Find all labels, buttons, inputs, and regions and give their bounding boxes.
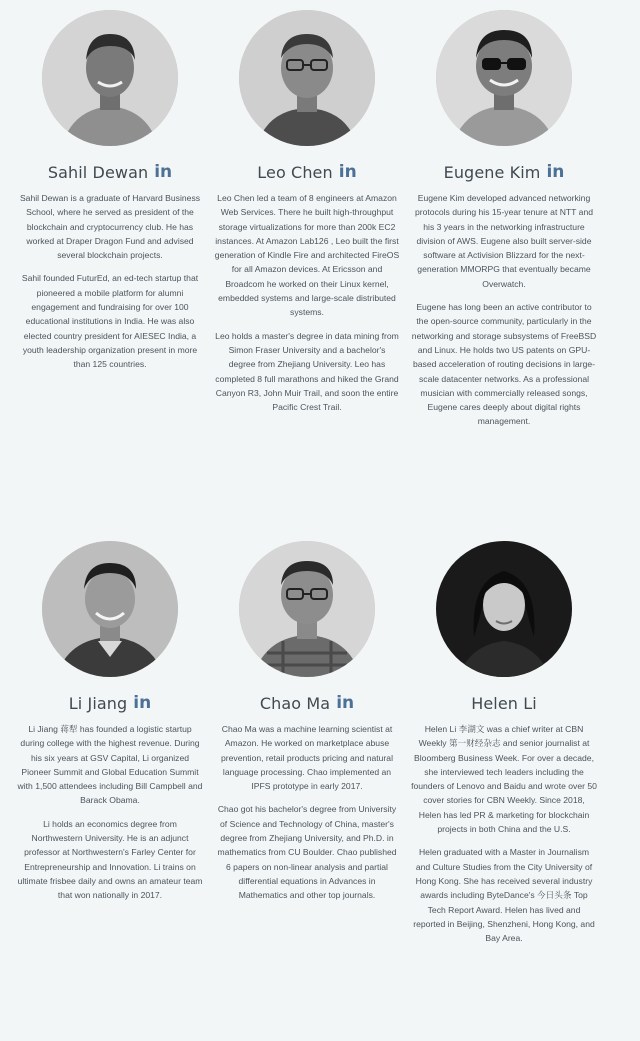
team-member-card-helen-li <box>409 541 599 954</box>
name-row <box>212 691 402 715</box>
name-row <box>409 691 599 715</box>
member-bio <box>212 722 402 903</box>
linkedin-icon[interactable]: in <box>546 161 565 182</box>
member-bio <box>409 722 599 945</box>
portrait-photo <box>42 10 178 146</box>
linkedin-icon[interactable]: in <box>336 692 355 713</box>
bio-paragraph: Eugene has long been an active contributor to the open-source community, particularly in the networking and storage subsystems of FreeBSD and Linux. He holds two US patents on GPU-based acceleration of routing decisions in large-scale datacenter networks. As a professional musician with commercially released songs, Eugene cares deeply about digital rights management. <box>411 302 597 427</box>
portrait-photo <box>436 10 572 146</box>
member-bio <box>212 191 402 414</box>
name-row <box>212 160 402 184</box>
bio-paragraph: Leo Chen led a team of 8 engineers at Amazon Web Services. There he built high-throughput storage virtualizations for more than 200k EC2 instances. At Amazon Lab126 , Leo built the first generation of Kindle Fire and architected FireOS for all Amazon devices. At Ericsson and Broadcom he worked on their Linux kernel, embedded systems and large-scale distributed systems. <box>214 193 400 318</box>
bio-paragraph: Helen Li 李湖文 was a chief writer at CBN Weekly 第一财经杂志 and senior journalist at Bloomberg Business Week. For over a decade, she interviewed tech leaders including the founders of Lenovo and Baidu and wrote over 50 cover stories for CBN Weekly. Since 2018, Helen has led PR & marketing for blockchain projects in both China and the U.S. <box>411 724 597 835</box>
name-row <box>15 691 205 715</box>
bio-paragraph: Helen graduated with a Master in Journalism and Culture Studies from the City University of Hong Kong. She has received several industry awards including ByteDance's 今日头条 Top Tech Report Award. Helen has lived and reported in Beijing, Shenzheni, Hong Kong, and Bay Area. <box>413 847 595 944</box>
member-name: Leo Chen <box>257 162 333 182</box>
team-member-card-chao-ma <box>212 541 402 912</box>
avatar-photo <box>42 541 178 677</box>
bio-paragraph: Li Jiang 蒋犁 has founded a logistic startup during college with the highest revenue. During his six years at GSV Capital, Li organized Pioneer Summit and Global Education Summit with 1,500 attendees including Bill Campbell and Barack Obama. <box>17 724 203 806</box>
team-member-card-li-jiang <box>15 541 205 912</box>
member-name: Sahil Dewan <box>47 162 149 182</box>
member-name: Eugene Kim <box>443 162 541 182</box>
team-member-card-eugene-kim <box>409 10 599 438</box>
name-row <box>409 160 599 184</box>
portrait-photo <box>239 10 375 146</box>
bio-paragraph: Sahil Dewan is a graduate of Harvard Business School, where he served as president of the blockchain and cryptocurrency club. He has worked at Draper Dragon Fund and advised several blockchain projects. <box>19 193 201 261</box>
portrait-photo <box>239 541 375 677</box>
member-name: Li Jiang <box>68 693 128 713</box>
avatar-photo <box>436 10 572 146</box>
member-name: Helen Li <box>471 693 537 713</box>
member-bio <box>409 191 599 429</box>
bio-paragraph: Sahil founded FuturEd, an ed-tech startup that pioneered a mobile platform for alumni engagement and fundraising for over 100 educational institutions in India. He was also elected country president for AIESEC India, a youth leadership organization present in more than 125 countries. <box>21 273 199 370</box>
member-bio <box>15 191 205 372</box>
linkedin-icon[interactable]: in <box>338 161 357 182</box>
portrait-photo <box>436 541 572 677</box>
member-name: Chao Ma <box>259 693 331 713</box>
avatar-photo <box>436 541 572 677</box>
linkedin-icon[interactable]: in <box>133 692 152 713</box>
portrait-photo <box>42 541 178 677</box>
avatar-photo <box>239 541 375 677</box>
name-row <box>15 160 205 184</box>
team-member-card-leo-chen <box>212 10 402 423</box>
member-bio <box>15 722 205 903</box>
linkedin-icon[interactable]: in <box>154 161 173 182</box>
bio-paragraph: Li holds an economics degree from Northwestern University. He is an adjunct professor at Northwestern's Farley Center for Entrepreneurship and Innovation. Li trains on ultimate frisbee daily and owns an amateur team that won nationally in 2017. <box>17 818 203 901</box>
bio-paragraph: Chao Ma was a machine learning scientist at Amazon. He worked on marketplace abuse prevention, retail products pricing and natural language processing. Chao implemented an IPFS prototype in early 2017. <box>221 724 393 792</box>
avatar-photo <box>239 10 375 146</box>
bio-paragraph: Eugene Kim developed advanced networking protocols during his 15-year tenure at NTT and his 3 years in the networking infrastructure division of AWS. Eugene also built server-side software at Activision Blizzard for the next-generation MMORPG that eventually became Overwatch. <box>414 193 594 289</box>
avatar-photo <box>42 10 178 146</box>
bio-paragraph: Chao got his bachelor's degree from University of Science and Technology of China, master's degree from Zhejiang University, and Ph.D. in mathematics from CU Boulder. Chao published 6 papers on non-linear analysis and partial differential equations in Advances in Mathematics and other top journals. <box>217 804 397 901</box>
team-member-card-sahil-dewan <box>15 10 205 381</box>
bio-paragraph: Leo holds a master's degree in data mining from Simon Fraser University and a bachelor's degree from Zhejiang University. Leo has completed 8 full marathons and hiked the Grand Canyon R3, John Muir Trail, and soon the entire Pacific Crest Trail. <box>215 330 399 413</box>
